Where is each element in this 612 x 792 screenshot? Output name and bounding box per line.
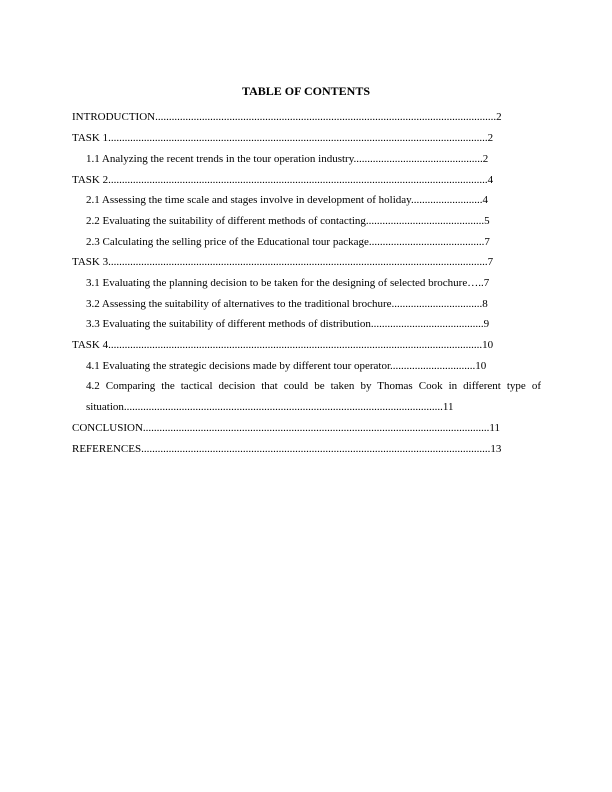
toc-entry-2-3[interactable]: 2.3 Calculating the selling price of the Educational tour package..........................................7 (86, 236, 490, 248)
toc-entry-4-2-continued[interactable]: situation....................................................................................................................11 (86, 401, 454, 413)
toc-entry-4-2[interactable]: 4.2 Comparing the tactical decision that could be taken by Thomas Cook in different type of (86, 380, 541, 392)
toc-entry-task-3[interactable]: TASK 3..........................................................................................................................................7 (72, 256, 494, 268)
toc-entry-references[interactable]: REFERENCES...............................................................................................................................13 (72, 443, 502, 455)
toc-entry-task-1[interactable]: TASK 1..........................................................................................................................................2 (72, 132, 494, 144)
toc-entry-3-1[interactable]: 3.1 Evaluating the planning decision to be taken for the designing of selected brochure…..7 (86, 277, 490, 289)
toc-entry-1-1[interactable]: 1.1 Analyzing the recent trends in the tour operation industry...............................................2 (86, 153, 489, 165)
toc-entry-3-2[interactable]: 3.2 Assessing the suitability of alternatives to the traditional brochure.................................8 (86, 298, 488, 310)
toc-entry-task-2[interactable]: TASK 2..........................................................................................................................................4 (72, 174, 494, 186)
toc-entry-2-2[interactable]: 2.2 Evaluating the suitability of different methods of contacting...........................................5 (86, 215, 490, 227)
toc-entry-2-1[interactable]: 2.1 Assessing the time scale and stages involve in development of holiday..........................4 (86, 194, 488, 206)
toc-entry-introduction[interactable]: INTRODUCTION............................................................................................................................2 (72, 111, 502, 123)
toc-entry-conclusion[interactable]: CONCLUSION..............................................................................................................................11 (72, 422, 500, 434)
toc-title: TABLE OF CONTENTS (241, 84, 371, 98)
toc-entry-3-3[interactable]: 3.3 Evaluating the suitability of different methods of distribution.........................................9 (86, 318, 490, 330)
toc-entry-task-4[interactable]: TASK 4........................................................................................................................................10 (72, 339, 494, 351)
toc-entry-4-1[interactable]: 4.1 Evaluating the strategic decisions made by different tour operator...............................10 (86, 360, 487, 372)
